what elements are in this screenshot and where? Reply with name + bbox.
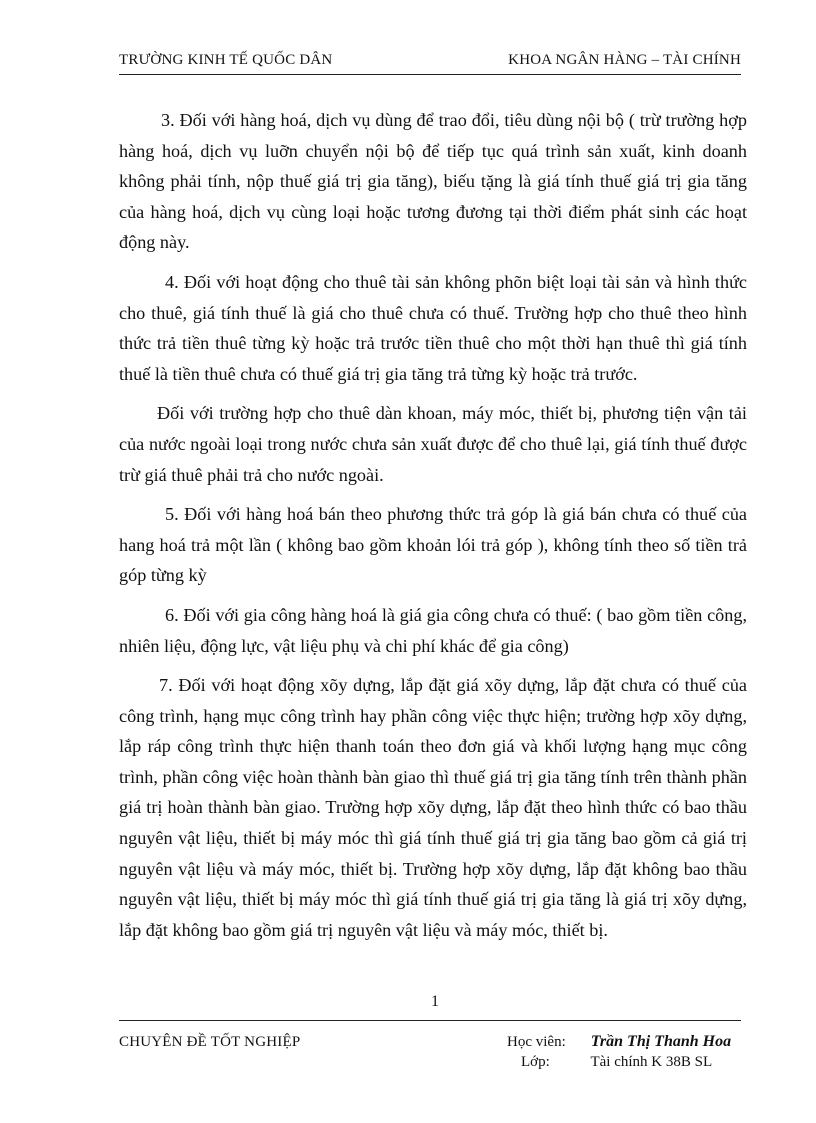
page-number: 1 [431,993,439,1010]
paragraph-item-7: 7. Đối với hoạt động xõy dựng, lắp đặt giá xõy dựng, lắp đặt chưa có thuế của công trình, hạng mục công trình hay phần công việc thực hiện; trường hợp xõy dựng, lắp ráp công trình thực hiện thanh toán theo đơn giá và khối lượng hạng mục công trình, phần công việc hoàn thành bàn giao thì thuế giá trị gia tăng tính trên thành phần giá trị hoàn thành bàn giao. Trường hợp xõy dựng, lắp đặt theo hình thức có bao thầu nguyên vật liệu, thiết bị máy móc thì giá tính thuế giá trị gia tăng bao gồm cả giá trị nguyên vật liệu và máy móc, thiết bị. Trường hợp xõy dựng, lắp đặt không bao thầu nguyên vật liệu, thiết bị máy móc thì giá tính thuế giá trị gia tăng là giá trị xõy dựng, lắp đặt không bao gồm giá trị nguyên vật liệu và máy móc, thiết bị. [119,675,747,940]
footer-divider [119,1020,741,1021]
student-label: Học viên: [507,1034,566,1050]
header-school-name: TRƯỜNG KINH TẾ QUỐC DÂN [119,52,333,68]
header-faculty-name: KHOA NGÂN HÀNG – TÀI CHÍNH [508,52,741,68]
page-header [119,50,741,75]
footer-student-info [507,1033,747,1075]
footer-class-row [507,1054,747,1075]
paragraph-item-5: 5. Đối với hàng hoá bán theo phương thức trả góp là giá bán chưa có thuế của hang hoá trả một lần ( không bao gồm khoản lói trả góp ), không tính theo số tiền trả góp từng kỳ [119,504,747,586]
class-label: Lớp: [521,1054,550,1070]
document-body [119,105,747,954]
footer-thesis-title: CHUYÊN ĐỀ TỐT NGHIỆP [119,1034,301,1050]
paragraph-item-3: 3. Đối với hàng hoá, dịch vụ dùng để trao đổi, tiêu dùng nội bộ ( trừ trường hợp hàng hoá, dịch vụ luỡn chuyển nội bộ để tiếp tục quá trình sản xuất, kinh doanh không phải tính, nộp thuế giá trị gia tăng), biếu tặng là giá tính thuế giá trị gia tăng của hàng hoá, dịch vụ cùng loại hoặc tương đương tại thời điểm phát sinh các hoạt động này. [119,110,747,253]
footer-student-row [507,1033,747,1054]
paragraph-item-4: 4. Đối với hoạt động cho thuê tài sản không phõn biệt loại tài sản và hình thức cho thuê, giá tính thuế là giá cho thuê chưa có thuế. Trường hợp cho thuê theo hình thức trả tiền thuê từng kỳ hoặc trả trước tiền thuê cho một thời hạn thuê thì giá tính thuế là tiền thuê chưa có thuế giá trị gia tăng trả từng kỳ hoặc trả trước. [119,271,747,384]
paragraph-item-6: 6. Đối với gia công hàng hoá là giá gia công chưa có thuế: ( bao gồm tiền công, nhiên liệu, động lực, vật liệu phụ và chi phí khác để gia công) [119,604,747,656]
student-name: Trần Thị Thanh Hoa [590,1033,732,1050]
class-value: Tài chính K 38B SL [590,1054,713,1070]
paragraph-leasing-equipment: Đối với trường hợp cho thuê dàn khoan, máy móc, thiết bị, phương tiện vận tải của nước ngoài loại trong nước chưa sản xuất được để cho thuê lại, giá tính thuế được trừ giá thuê phải trả cho nước ngoài. [119,403,747,485]
